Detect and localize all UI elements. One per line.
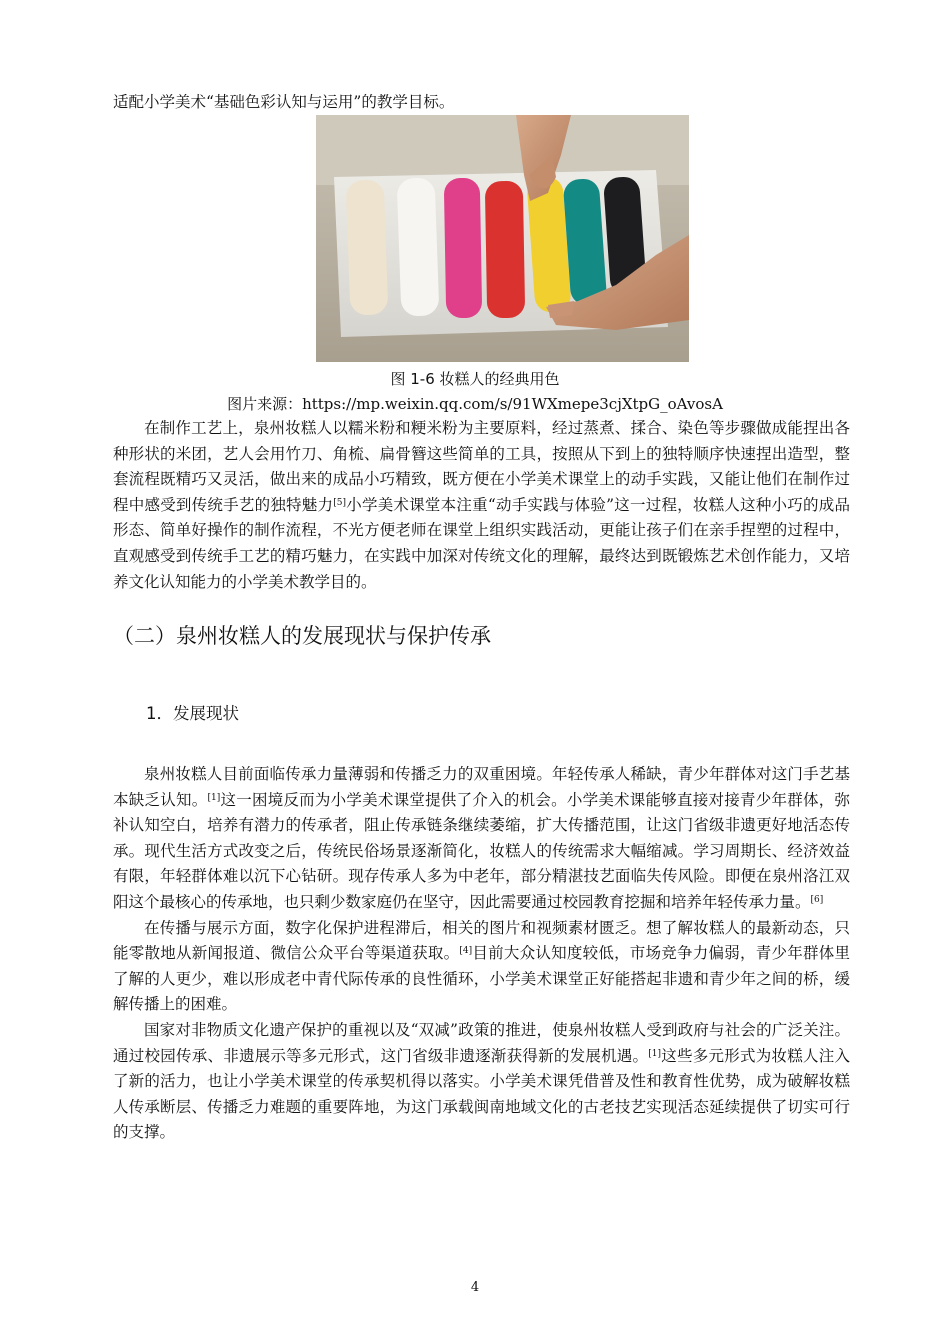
- body-paragraph: 国家对非物质文化遗产保护的重视以及“双减”政策的推进，使泉州妆糕人受到政府与社会的广泛关注。通过校园传承、非遗展示等多元形式，这门省级非遗逐渐获得新的发展机遇。[1]这些多元形式为妆糕人注入了新的活力，也让小学美术课堂的传承契机得以落实。小学美术课凭借普及性和教育性优势，成为破解妆糕人传承断层、传播乏力难题的重要阵地，为这门承载闽南地域文化的古老技艺实现活态延续提供了切实可行的支撑。: [113, 1020, 850, 1142]
- body-paragraph: 在传播与展示方面，数字化保护进程滞后，相关的图片和视频素材匮乏。想了解妆糕人的最新动态，只能零散地从新闻报道、微信公众平台等渠道获取。[4]目前大众认知度较低，市场竞争力偏弱，青少年群体里了解的人更少，难以形成老中青代际传承的良性循环，小学美术课堂正好能搭起非遗和青少年之间的桥，缓解传播上的困难。: [113, 918, 850, 1014]
- subsection-heading: 1．发展现状: [146, 704, 239, 723]
- citation-ref: [5]: [333, 497, 346, 508]
- body-paragraph: 在制作工艺上，泉州妆糕人以糯米粉和粳米粉为主要原料，经过蒸煮、揉合、染色等步骤做成能捏出各种形状的米团，艺人会用竹刀、角梳、扁骨簪这些简单的工具，按照从下到上的独特顺序快速捏出造型，整套流程既精巧又灵活，做出来的成品小巧精致，既方便在小学美术课堂上的动手实践，又能让他们在制作过程中感受到传统手艺的独特魅力[5]小学美术课堂本注重“动手实践与体验”这一过程，妆糕人这种小巧的成品形态、简单好操作的制作流程，不光方便老师在课堂上组织实践活动，更能让孩子们在亲手捏塑的过程中，直观感受到传统手工艺的精巧魅力，在实践中加深对传统文化的理解，最终达到既锻炼艺术创作能力，又培养文化认知能力的小学美术教学目的。: [113, 419, 850, 591]
- body-text: 适配小学美术“基础色彩认知与运用”的教学目标。: [113, 93, 455, 111]
- body-paragraph: 泉州妆糕人目前面临传承力量薄弱和传播乏力的双重困境。年轻传承人稀缺，青少年群体对这门手艺基本缺乏认知。[1]这一困境反而为小学美术课堂提供了介入的机会。小学美术课能够直接对接青少年群体，弥补认知空白，培养有潜力的传承者，阻止传承链条继续萎缩，扩大传播范围，让这门省级非遗更好地活态传承。现代生活方式改变之后，传统民俗场景逐渐简化，妆糕人的传统需求大幅缩减。学习周期长、经济效益有限，年轻群体难以沉下心钻研。现存传承人多为中老年，部分精湛技艺面临失传风险。即便在泉州洛江双阳这个最核心的传承地，也只剩少数家庭仍在坚守，因此需要通过校园教育挖掘和培养年轻传承力量。[6]: [113, 765, 850, 911]
- paragraph-status: [113, 762, 850, 1146]
- citation-ref: [6]: [810, 894, 824, 905]
- figure-caption: 图 1-6 妆糕人的经典用色: [390, 370, 560, 388]
- dough-rolls-photo: [316, 115, 689, 362]
- paragraph-craft: [113, 416, 850, 595]
- citation-ref: [1]: [648, 1048, 662, 1059]
- continuation-line: [113, 90, 850, 116]
- page-number: 4: [470, 1280, 480, 1295]
- citation-ref: [4]: [459, 946, 473, 957]
- section-heading: （二）泉州妆糕人的发展现状与保护传承: [113, 624, 491, 648]
- figure-source: 图片来源：https://mp.weixin.qq.com/s/91WXmepe3cjXtpG_oAvosA: [227, 395, 723, 413]
- figure-image: [316, 115, 689, 362]
- citation-ref: [1]: [207, 792, 221, 803]
